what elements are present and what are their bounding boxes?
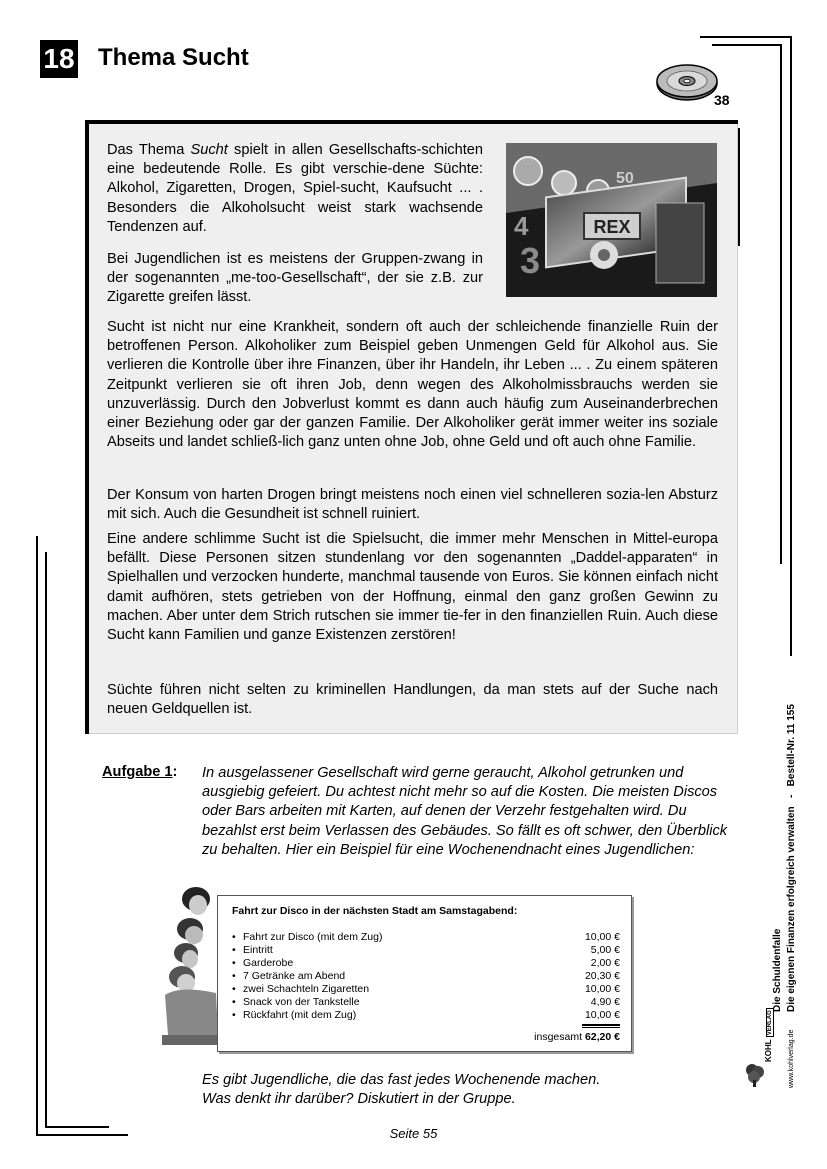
paragraph-drugs: Der Konsum von harten Drogen bringt meistens noch einen viel schnelleren sozia-len Absturz mit sich. Auch die Gesundheit ist schnell ruiniert.	[107, 487, 718, 523]
people-illustration	[160, 885, 220, 1050]
publisher-logo-name	[764, 1008, 773, 1062]
publisher-sub: VERLAG	[767, 1010, 773, 1036]
receipt-item-amount: 10,00 €	[584, 983, 620, 995]
receipt-bullet: •	[232, 1009, 236, 1021]
receipt-row	[232, 957, 620, 970]
publisher-tree-icon	[744, 1062, 766, 1088]
paragraph-peer-pressure: Bei Jugendlichen ist es meistens der Gruppen-zwang in der sogenannten „me-too-Gesellschaft“, der sie z.B. zur Zigarette greifen lässt.	[107, 251, 483, 306]
receipt-sum-rule	[582, 1024, 620, 1026]
receipt-bullet: •	[232, 931, 236, 943]
receipt-row	[232, 970, 620, 983]
task-text: In ausgelassener Gesellschaft wird gerne geraucht, Alkohol getrunken und ausgiebig gefeiert. Du achtest nicht mehr so auf die Kosten. Die meisten Discos oder Bars arbeiten mit Karten, auf denen der Verzehr festgehalten wird. Du bezahlst erst beim Verlassen des Gebäudes. So fällt es oft schwer, den Überblick zu behalten. Hier ein Beispiel für eine Wochenendnacht eines Jugendlichen:	[202, 765, 728, 858]
receipt-item-amount: 20,30 €	[584, 970, 620, 982]
paragraph-intro	[107, 141, 483, 237]
receipt-item-amount: 2,00 €	[590, 957, 620, 969]
receipt-row	[232, 1009, 620, 1022]
intro-text-2: spielt in allen Gesellschafts-schichten eine bedeutende Rolle. Es gibt verschie-dene Süchte: Alkohol, Zigaretten, Drogen, Spiel-sucht, Kaufsucht ... . Besonders die Alkoholsucht weist stark wachsende Tendenzen auf.	[107, 142, 484, 235]
receipt-item-amount: 10,00 €	[584, 931, 620, 943]
intro-text-1: Das Thema	[107, 142, 191, 158]
slot-machine-photo	[506, 143, 717, 297]
receipt-item-amount: 5,00 €	[590, 944, 620, 956]
frame-line-top-right-v3	[738, 128, 740, 246]
side-separator: -	[786, 794, 797, 799]
receipt-bullet: •	[232, 983, 236, 995]
task-label	[102, 764, 177, 780]
receipt-item-label: Garderobe	[243, 957, 294, 969]
slot-machine-image	[506, 143, 717, 297]
frame-line-bottom-left-v2	[45, 552, 47, 1128]
receipt-item-label: zwei Schachteln Zigaretten	[243, 983, 370, 995]
frame-line-top-right-h2	[712, 44, 780, 46]
side-book-subtitle: Die eigenen Finanzen erfolgreich verwalten	[786, 806, 797, 1012]
receipt-item-label: Snack von der Tankstelle	[243, 996, 360, 1008]
frame-line-bottom-left-v1	[36, 536, 38, 1136]
page-title: Thema Sucht	[98, 44, 249, 71]
photo-digit-b: 4	[514, 211, 529, 241]
side-order-number: Bestell-Nr. 11 155	[786, 704, 797, 787]
discussion-line-2: Was denkt ihr darüber? Diskutiert in der Gruppe.	[202, 1091, 516, 1108]
photo-digit-a: 3	[520, 240, 541, 281]
paragraph-crime: Süchte führen nicht selten zu kriminellen Handlungen, da man stets auf der Suche nach neuen Geldquellen ist.	[107, 682, 718, 718]
receipt-title: Fahrt zur Disco in der nächsten Stadt am Samstagabend:	[232, 905, 518, 917]
receipt-bullet: •	[232, 957, 236, 969]
page-number: Seite 55	[389, 1126, 438, 1141]
receipt-item-amount: 4,90 €	[590, 996, 620, 1008]
receipt-bullet: •	[232, 944, 236, 956]
frame-line-top-right-v2	[780, 44, 782, 564]
info-box-top-border	[87, 120, 738, 124]
receipt-row	[232, 983, 620, 996]
receipt-item-label: Fahrt zur Disco (mit dem Zug)	[243, 931, 383, 943]
task-label-text: Aufgabe 1	[102, 764, 173, 780]
receipt-total	[430, 1031, 620, 1043]
receipt-item-label: Eintritt	[243, 944, 273, 956]
rex-sign: REX	[593, 217, 631, 237]
task-label-colon: :	[172, 764, 178, 780]
receipt-item-amount: 10,00 €	[584, 1009, 620, 1021]
publisher-website: www.kohlverlag.de	[788, 1029, 795, 1088]
publisher-name: KOHL	[764, 1039, 773, 1062]
discussion-question	[202, 1071, 742, 1109]
chapter-number: 18	[40, 40, 78, 78]
frame-line-top-right-v1	[790, 36, 792, 656]
receipt-total-label: insgesamt	[534, 1031, 583, 1043]
receipt-item-label: Rückfahrt (mit dem Zug)	[243, 1009, 357, 1021]
receipt-row	[232, 996, 620, 1009]
frame-line-top-right-h1	[700, 36, 792, 38]
receipt-row	[232, 944, 620, 957]
receipt-bullet: •	[232, 970, 236, 982]
side-book-info	[786, 704, 797, 1012]
receipt-bullet: •	[232, 996, 236, 1008]
discussion-line-1: Es gibt Jugendliche, die das fast jedes Wochenende machen.	[202, 1072, 601, 1088]
cd-icon	[656, 63, 718, 101]
receipt-item-label: 7 Getränke am Abend	[243, 970, 346, 982]
side-book-title-text: Die Schuldenfalle	[772, 928, 783, 1012]
paragraph-illness: Sucht ist nicht nur eine Krankheit, sondern oft auch der schleichende finanzielle Ruin der betroffenen Person. Alkoholiker zum Beispiel geben Unmengen Geld für Alkohol aus. Sie verlieren die Kontrolle über ihre Finanzen, über ihr Handeln, ihr Leben ... . Zu einem späteren Zeitpunkt verlieren sie oft ihren Job, denn wegen des Alkoholmissbrauchs werden sie unzuverlässig. Durch den Jobverlust kommt es dann auch häufig zum Auseinanderbrechen einer Beziehung oder gar der ganzen Familie. Der Alkoholiker gerät immer weiter ins soziale Abseits und landet schließ-lich ganz unten ohne Job, ohne Geld und oft auch ohne Familie.	[107, 319, 718, 451]
paragraph-gambling: Eine andere schlimme Sucht ist die Spielsucht, die immer mehr Menschen in Mittel-europa befällt. Diese Personen sitzen stundenlang vor den sogenannten „Daddel-apparaten“ in Spielhallen und verzocken hunderte, manchmal tausende von Euros. Sie können einfach nicht damit aufhören, stets getrieben von der Hoffnung, einmal den ganz großen Gewinn zu machen. Aber unter dem Strich rutschen sie immer tie-fer in den finanziellen Ruin. Auch diese Sucht kann Familien und ganze Existenzen zerstören!	[107, 531, 718, 644]
info-box-left-border	[85, 120, 89, 734]
receipt-total-amount: 62,20 €	[584, 1031, 620, 1043]
side-book-title	[772, 929, 783, 1012]
cd-track-number: 38	[714, 92, 730, 108]
photo-digit-c: 50	[616, 170, 634, 187]
receipt-sum-rule-2	[582, 1027, 620, 1028]
intro-emphasis: Sucht	[190, 142, 228, 158]
receipt-row	[232, 931, 620, 944]
